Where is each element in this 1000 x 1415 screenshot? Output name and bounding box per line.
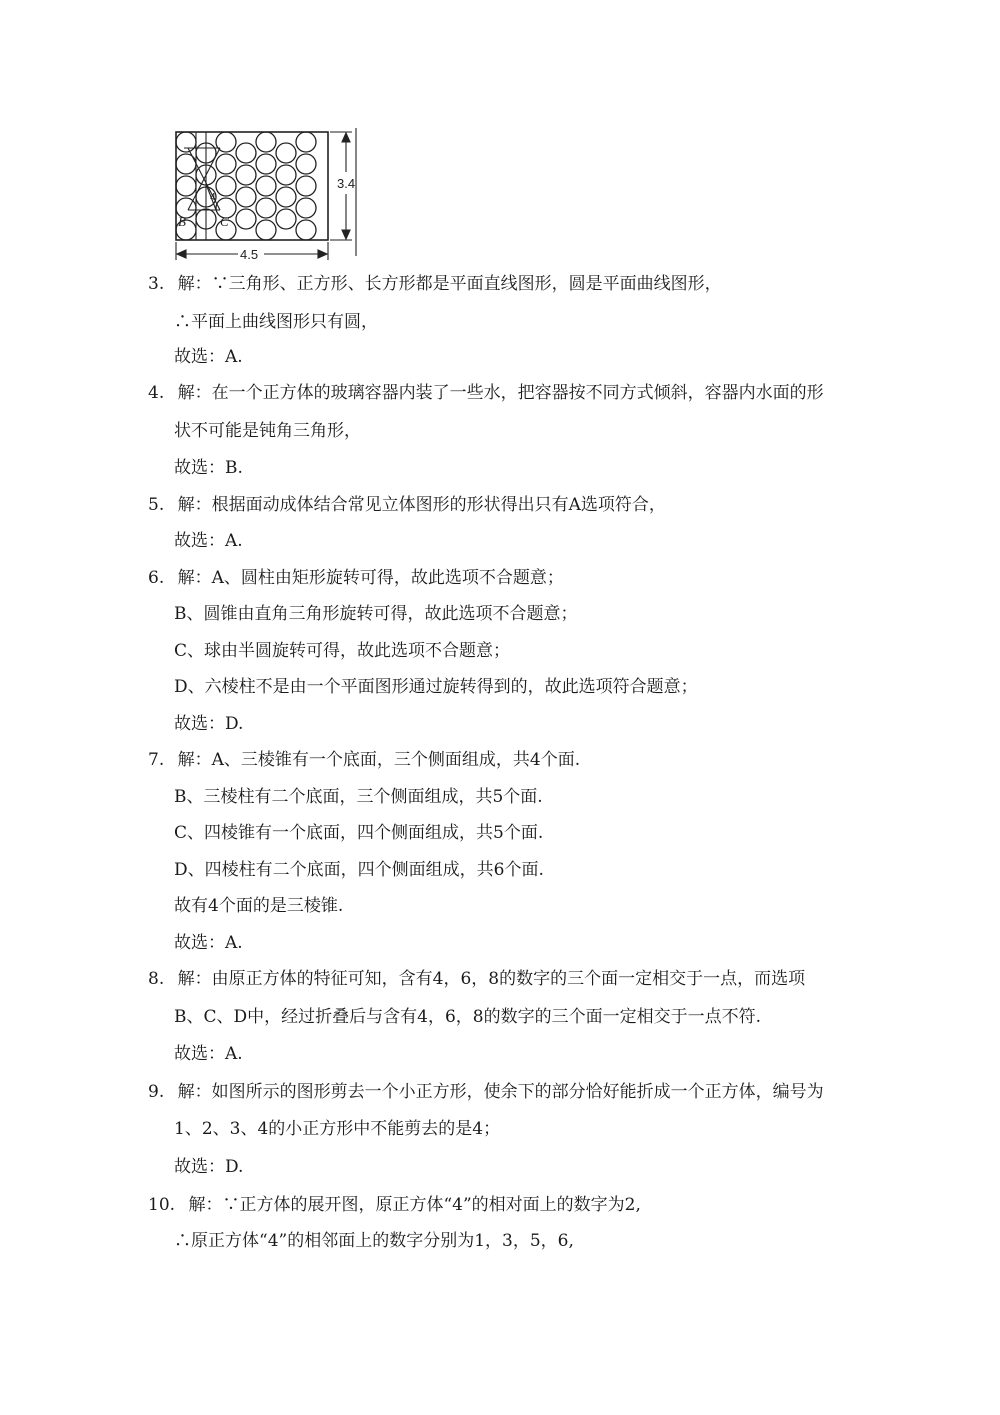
point-label-c: C: [220, 214, 229, 229]
item-6-line-1: [148, 566, 564, 590]
item-4-line-2: 状不可能是钝角三角形，: [174, 421, 361, 441]
packed-circle: [236, 165, 256, 185]
item-text: 解：A、三棱锥有一个底面，三个侧面组成，共4个面.: [177, 750, 581, 770]
packed-circle: [276, 165, 296, 185]
item-text: 解：由原正方体的特征可知，含有4，6，8的数字的三个面一定相交于一点，而选项: [177, 969, 806, 989]
item-7-line-1: [148, 748, 580, 772]
item-9-line-2: 1、2、3、4的小正方形中不能剪去的是4；: [174, 1119, 501, 1139]
item-7-line-5: 故有4个面的是三棱锥.: [174, 896, 344, 916]
packed-circle: [256, 132, 276, 152]
item-number: 10.: [148, 1195, 176, 1215]
item-4-answer: 故选：B.: [174, 458, 243, 478]
item-text: 解：∵正方体的展开图，原正方体“4”的相对面上的数字为2,: [188, 1195, 641, 1215]
item-5-line-1: [148, 493, 666, 517]
item-text: 解：A、圆柱由矩形旋转可得，故此选项不合题意；: [177, 568, 564, 588]
point-label-b: B: [178, 214, 186, 229]
item-9-line-1: [148, 1080, 824, 1104]
circle-packing-figure: [170, 124, 370, 264]
packed-circle: [276, 143, 296, 163]
item-6-line-2: B、圆锥由直角三角形旋转可得，故此选项不合题意；: [174, 604, 578, 624]
item-number: 9.: [148, 1082, 165, 1102]
packed-circle: [236, 209, 256, 229]
packed-circle: [276, 209, 296, 229]
item-7-line-2: B、三棱柱有二个底面，三个侧面组成，共5个面.: [174, 787, 543, 807]
packed-circle: [256, 220, 276, 240]
item-8-answer: 故选：A.: [174, 1044, 243, 1064]
item-3-line-2: ∴平面上曲线图形只有圆，: [174, 312, 378, 332]
width-label: 4.5: [240, 247, 259, 262]
item-5-answer: 故选：A.: [174, 531, 243, 551]
item-number: 4.: [148, 383, 165, 403]
packed-circle: [256, 154, 276, 174]
packed-circle: [256, 198, 276, 218]
item-10-line-1: [148, 1193, 641, 1217]
item-10-line-2: ∴原正方体“4”的相邻面上的数字分别为1，3，5，6,: [174, 1231, 574, 1251]
item-text: 解：根据面动成体结合常见立体图形的形状得出只有A选项符合，: [177, 495, 666, 515]
item-6-line-3: C、球由半圆旋转可得，故此选项不合题意；: [174, 641, 511, 661]
packed-circle: [296, 154, 316, 174]
packed-circle: [216, 176, 236, 196]
item-text: 解：∵三角形、正方形、长方形都是平面直线图形，圆是平面曲线图形，: [177, 274, 722, 294]
height-dimension: [330, 128, 356, 256]
item-8-line-1: [148, 967, 805, 991]
item-number: 7.: [148, 750, 165, 770]
item-3-answer: 故选：A.: [174, 347, 243, 367]
item-7-line-3: C、四棱锥有一个底面，四个侧面组成，共5个面.: [174, 823, 544, 843]
packed-circle: [296, 198, 316, 218]
item-8-line-2: B、C、D中，经过折叠后与含有4，6，8的数字的三个面一定相交于一点不符.: [174, 1007, 761, 1027]
item-4-line-1: [148, 381, 824, 405]
marker-label: 4: [210, 192, 216, 203]
packed-circle: [236, 187, 256, 207]
item-text: 解：在一个正方体的玻璃容器内装了一些水，把容器按不同方式倾斜，容器内水面的形: [177, 383, 824, 403]
item-number: 6.: [148, 568, 165, 588]
item-9-answer: 故选：D.: [174, 1157, 244, 1177]
item-number: 8.: [148, 969, 165, 989]
item-6-line-4: D、六棱柱不是由一个平面图形通过旋转得到的，故此选项符合题意；: [174, 677, 698, 697]
packed-circle: [236, 143, 256, 163]
packed-circle: [276, 187, 296, 207]
packed-circle: [176, 176, 196, 196]
packed-circle: [296, 176, 316, 196]
packed-circle: [256, 176, 276, 196]
item-number: 3.: [148, 274, 165, 294]
packed-circle: [216, 154, 236, 174]
item-7-answer: 故选：A.: [174, 933, 243, 953]
item-7-line-4: D、四棱柱有二个底面，四个侧面组成，共6个面.: [174, 860, 544, 880]
height-label: 3.4: [337, 176, 356, 191]
packed-circle: [296, 220, 316, 240]
packed-circle: [176, 132, 196, 152]
item-number: 5.: [148, 495, 165, 515]
packed-circle: [296, 132, 316, 152]
item-text: 解：如图所示的图形剪去一个小正方形，使余下的部分恰好能折成一个正方体，编号为: [177, 1082, 824, 1102]
item-6-answer: 故选：D.: [174, 714, 244, 734]
item-3-line-1: [148, 272, 722, 296]
